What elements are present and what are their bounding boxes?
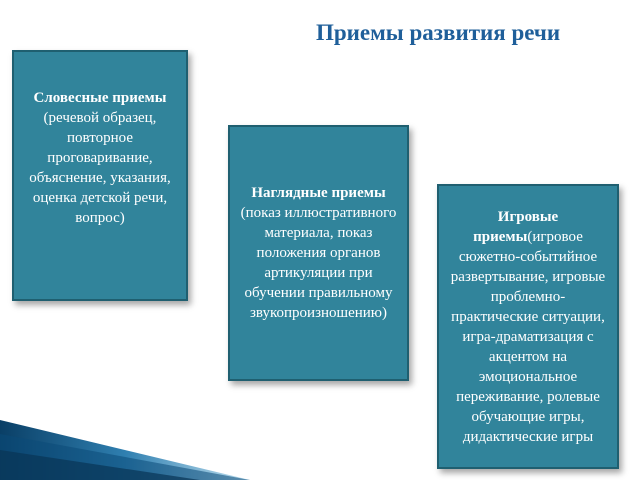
card-game-methods [437,184,619,469]
card-visual-body: (показ иллюстративного материала, показ положения органов артикуляции при обучении правильному звукопроизношению) [240,205,397,321]
decorative-wedge [0,420,250,480]
card-verbal-methods [12,50,188,301]
card-visual-methods [228,125,409,381]
slide-title: Приемы развития речи [316,20,561,45]
card-verbal-body: (речевой образец, повторное проговаривание, объяснение, указания, оценка детской речи, вопрос) [29,109,171,226]
card-verbal-heading: Словесные приемы [33,89,167,106]
card-visual-heading: Наглядные приемы [251,185,386,201]
card-game-heading: Игровые приемы [473,208,559,245]
card-game-body: (игровое сюжетно-событийное развертывание, игровые проблемно-практические ситуации, игра-драматизация с акцентом на эмоциональное переживание, ролевые обучающие игры, дидактические игры [450,228,606,445]
